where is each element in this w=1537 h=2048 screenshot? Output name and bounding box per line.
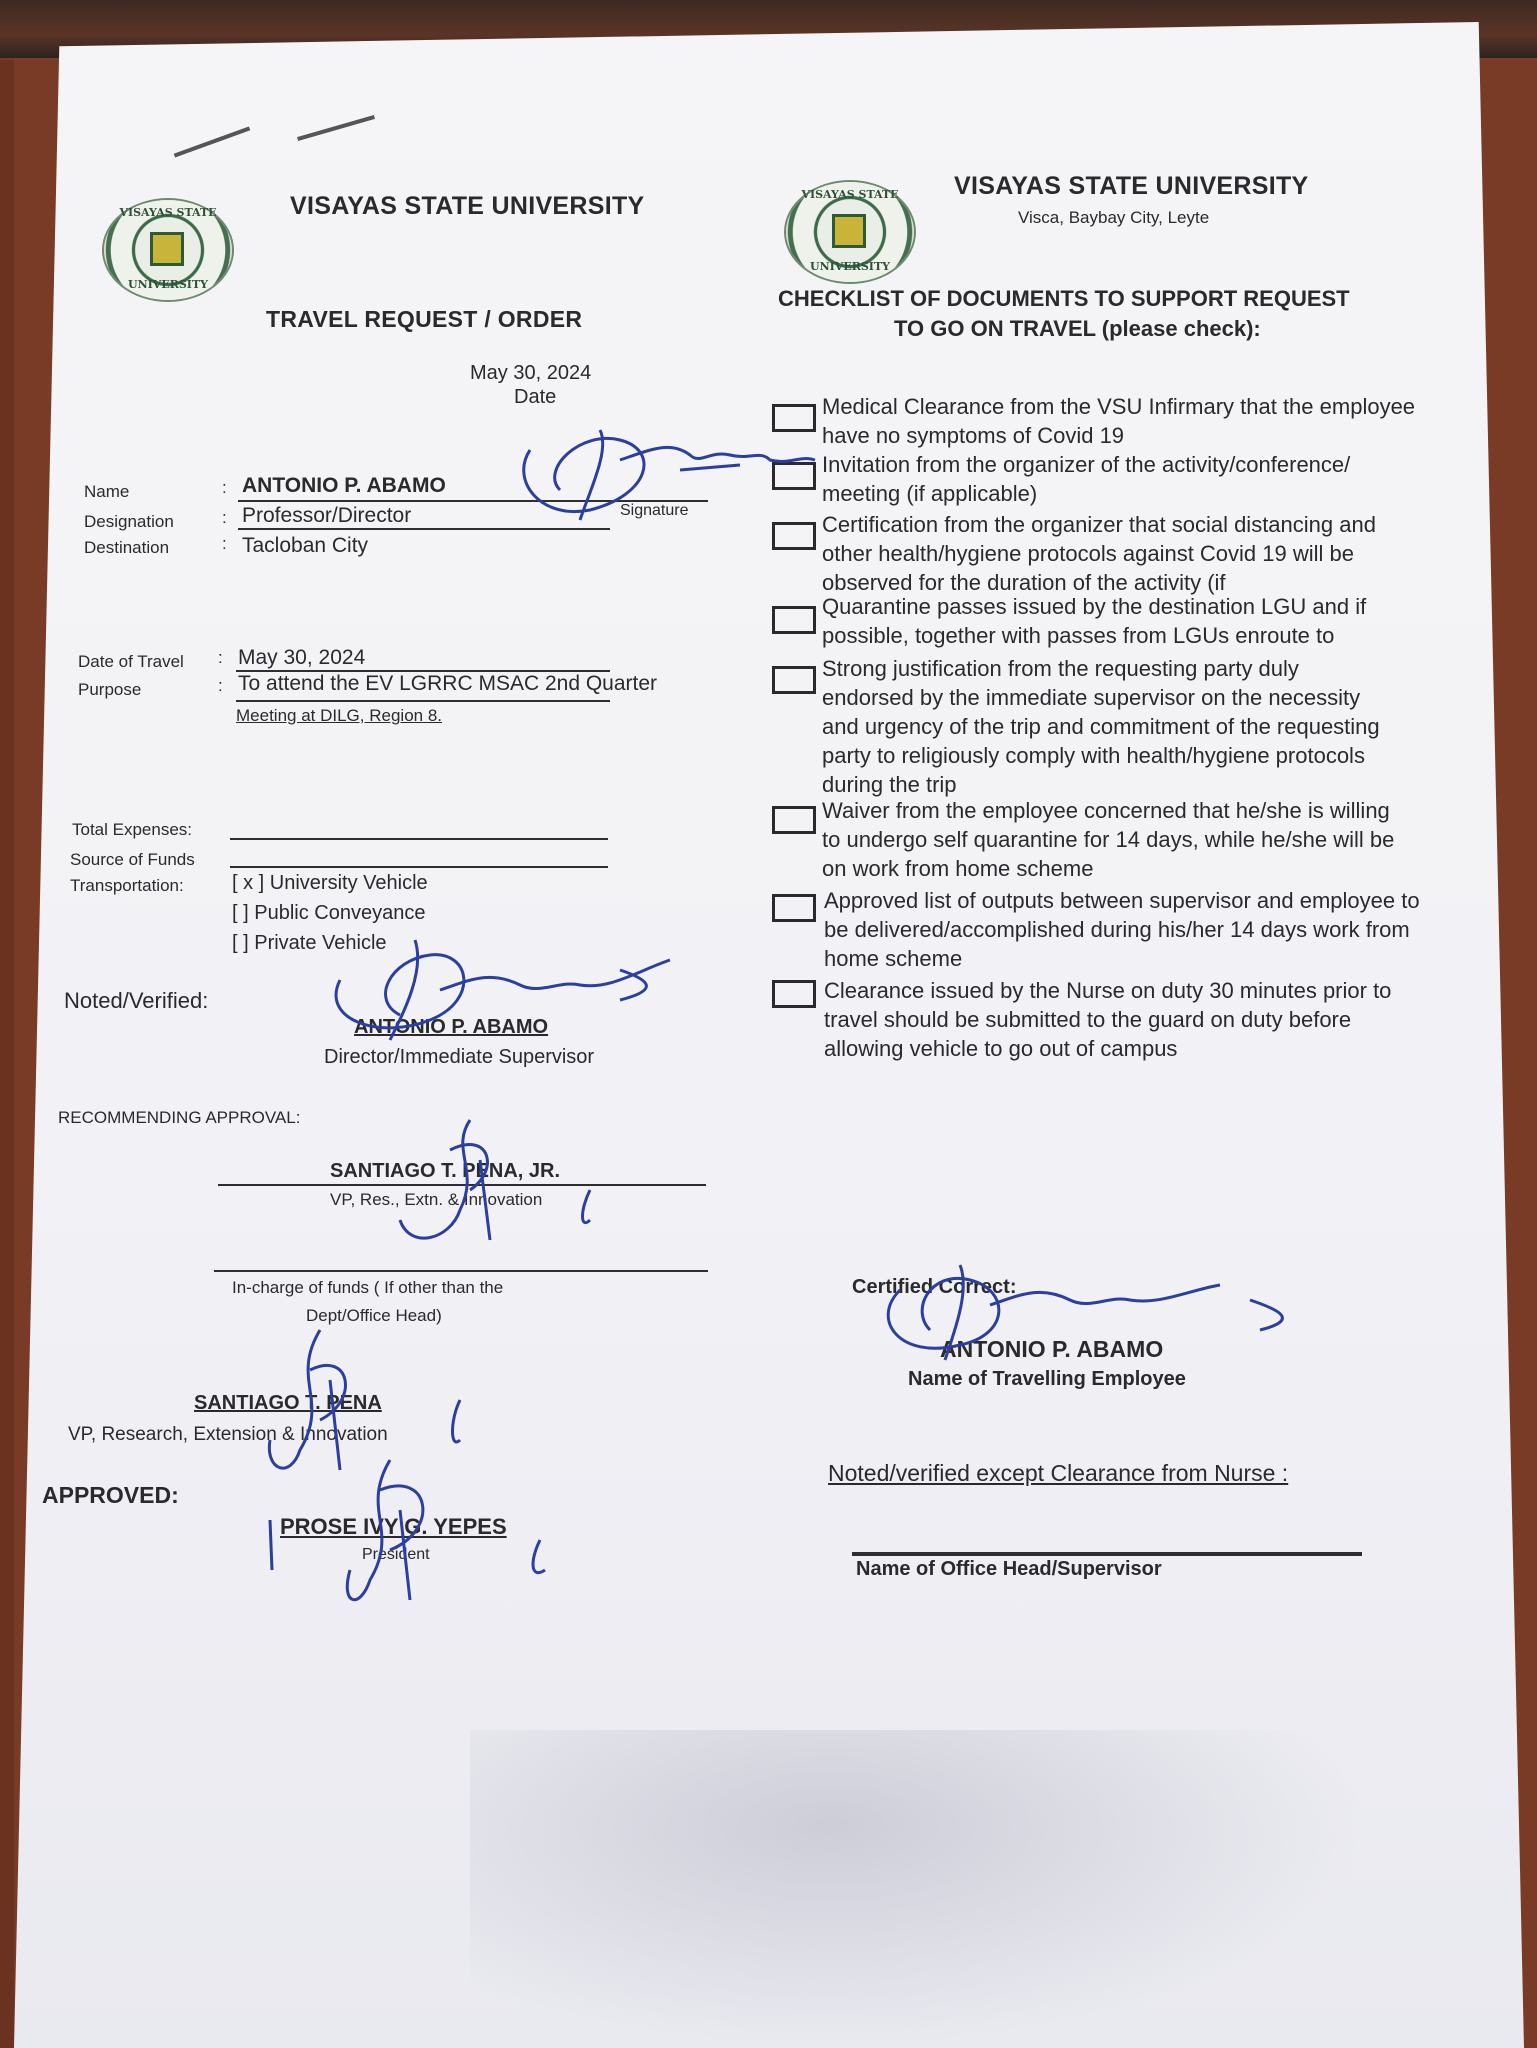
request-date: May 30, 2024 [470, 362, 592, 384]
total-expenses-label: Total Expenses: [72, 820, 193, 839]
purpose-line1: To attend the EV LGRRC MSAC 2nd Quarter [238, 672, 658, 695]
travelling-employee-caption: Name of Travelling Employee [908, 1368, 1186, 1390]
total-expenses-underline [230, 838, 608, 840]
president-title: President [362, 1546, 430, 1563]
funds-caption-line1: In-charge of funds ( If other than the [232, 1278, 504, 1297]
checklist-item-nurse: Clearance issued by the Nurse on duty 30 minutes prior to travel should be submitted to the guard on duty before allowing vehicle to go out of campus [824, 978, 1392, 1061]
date-of-travel-value: May 30, 2024 [238, 646, 366, 669]
date-of-travel-label: Date of Travel [78, 652, 184, 671]
name-label: Name [84, 482, 130, 501]
transport-checkbox-mark: [ ] [232, 932, 249, 954]
funds-name: SANTIAGO T. PENA [194, 1392, 382, 1414]
signature-president [260, 1450, 580, 1620]
checklist-checkbox-nurse[interactable] [772, 980, 816, 1008]
office-head-caption: Name of Office Head/Supervisor [856, 1558, 1162, 1580]
seal-text: VISAYAS STATE [801, 188, 899, 201]
name-value: ANTONIO P. ABAMO [242, 474, 446, 497]
recommending-approval-label: RECOMMENDING APPROVAL: [58, 1108, 301, 1127]
funds-underline [214, 1270, 708, 1272]
checklist-checkbox-justification[interactable] [772, 666, 816, 694]
noted-verified-label: Noted/Verified: [64, 988, 209, 1013]
checklist-item-waiver: Waiver from the employee concerned that he/she is willing to undergo self quarantine for 14 days, while he/she will be on work from home scheme [822, 798, 1395, 881]
table-wood-left [0, 60, 14, 2048]
checklist-item-justification: Strong justification from the requesting party duly endorsed by the immediate supervisor on the necessity and urgency of the trip and commitment of the requesting party to religiously comply with health/hygiene protocols during the trip [822, 656, 1380, 797]
checklist-item-quarantine: Quarantine passes issued by the destination LGU and if possible, together with passes from LGUs enroute to [822, 594, 1367, 648]
transport-option-public [232, 902, 425, 925]
university-address: Visca, Baybay City, Leyte [1018, 208, 1210, 227]
university-seal-left [104, 200, 232, 300]
seal-text: UNIVERSITY [810, 260, 890, 273]
colon: : [222, 534, 227, 553]
colon: : [222, 478, 227, 497]
transport-option-label: University Vehicle [269, 872, 428, 894]
checklist-item-invitation: Invitation from the organizer of the activity/conference/ meeting (if applicable) [822, 452, 1351, 506]
certified-correct-label: Certified Correct: [852, 1276, 1017, 1298]
signature-supervisor [320, 930, 700, 1050]
designation-label: Designation [84, 512, 174, 531]
seal-text: VISAYAS STATE [119, 206, 217, 219]
university-seal-right [786, 182, 914, 282]
purpose-underline [236, 700, 610, 702]
transport-checkbox-mark: [ x ] [232, 872, 265, 894]
purpose-label: Purpose [78, 680, 142, 699]
checklist-item-certification: Certification from the organizer that social distancing and other health/hygiene protocols against Covid 19 will be observed for the duration of the activity (if [822, 512, 1376, 595]
university-title-right: VISAYAS STATE UNIVERSITY [954, 172, 1309, 200]
destination-value: Tacloban City [242, 534, 369, 557]
transport-option-label: Private Vehicle [254, 932, 387, 954]
president-name: PROSE IVY G. YEPES [280, 1514, 507, 1539]
office-head-underline [852, 1552, 1362, 1556]
checklist-checkbox-quarantine[interactable] [772, 606, 816, 634]
source-of-funds-label: Source of Funds [70, 850, 195, 869]
destination-label: Destination [84, 538, 170, 557]
colon: : [222, 508, 227, 527]
university-title-left: VISAYAS STATE UNIVERSITY [290, 192, 645, 220]
recommending-name: SANTIAGO T. PENA, JR. [330, 1160, 561, 1182]
request-date-label: Date [514, 386, 557, 408]
purpose-line2: Meeting at DILG, Region 8. [236, 706, 443, 725]
signature-travelling-employee [860, 1250, 1320, 1380]
recommending-title: VP, Res., Extn. & Innovation [330, 1190, 543, 1209]
paper-shadow [470, 1730, 1370, 2048]
transport-option-label: Public Conveyance [254, 902, 426, 924]
travelling-employee-name: ANTONIO P. ABAMO [940, 1336, 1164, 1362]
seal-text: UNIVERSITY [128, 278, 208, 291]
designation-value: Professor/Director [242, 504, 412, 527]
checklist-title-line1: CHECKLIST OF DOCUMENTS TO SUPPORT REQUEST [778, 286, 1350, 311]
colon: : [218, 676, 223, 695]
signature-label: Signature [620, 502, 689, 519]
transport-checkbox-mark: [ ] [232, 902, 249, 924]
funds-title: VP, Research, Extension & Innovation [68, 1424, 388, 1445]
funds-caption-line2: Dept/Office Head) [306, 1306, 442, 1325]
checklist-item-medical: Medical Clearance from the VSU Infirmary that the employee have no symptoms of Covid 19 [822, 394, 1416, 448]
checklist-checkbox-outputs[interactable] [772, 894, 816, 922]
transportation-label: Transportation: [70, 876, 184, 895]
colon: : [218, 648, 223, 667]
checklist-title-line2: TO GO ON TRAVEL (please check): [894, 316, 1261, 341]
checklist-item-outputs: Approved list of outputs between supervisor and employee to be delivered/accomplished during his/her 14 days work from home scheme [824, 888, 1420, 971]
noted-name: ANTONIO P. ABAMO [354, 1016, 549, 1038]
signature-recommending [390, 1110, 630, 1260]
checklist-checkbox-waiver[interactable] [772, 806, 816, 834]
approved-label: APPROVED: [42, 1482, 179, 1508]
signature-applicant [500, 410, 820, 540]
transport-option-university [232, 872, 428, 895]
noted-except-nurse: Noted/verified except Clearance from Nurse : [828, 1460, 1289, 1486]
form-title: TRAVEL REQUEST / ORDER [266, 306, 583, 332]
noted-title: Director/Immediate Supervisor [324, 1046, 595, 1068]
source-of-funds-underline [230, 866, 608, 868]
